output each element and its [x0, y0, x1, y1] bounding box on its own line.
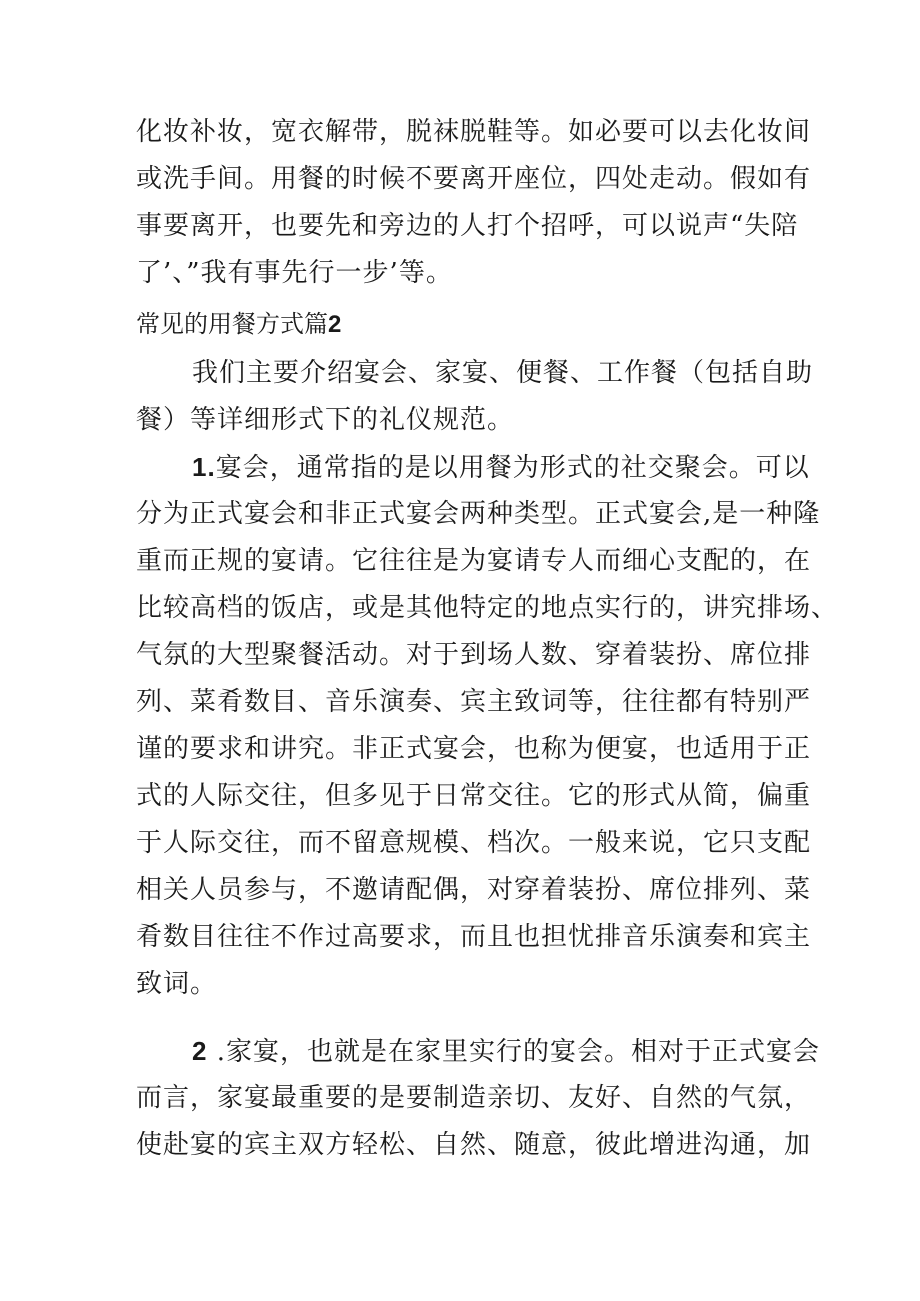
- intro-line: 我们主要介绍宴会、家宴、便餐、工作餐（包括自助: [192, 358, 814, 388]
- section-1-first-line: [192, 451, 810, 484]
- section-1-line: 肴数目往往不作过高要求，而且也担忧排音乐演奏和宾主: [136, 922, 812, 952]
- section-1-line: 相关人员参与，不邀请配偶，对穿着装扮、席位排列、菜: [136, 875, 812, 905]
- section-heading-text: 常见的用餐方式篇: [136, 310, 328, 338]
- section-2-line: 使赴宴的宾主双方轻松、自然、随意，彼此增进沟通，加: [136, 1130, 812, 1160]
- section-1-line: 谨的要求和讲究。非正式宴会，也称为便宴，也适用于正: [136, 734, 812, 764]
- section-1-line: 重而正规的宴请。它往往是为宴请专人而细心支配的，在: [136, 546, 812, 576]
- section-2-line: 而言，家宴最重要的是要制造亲切、友好、自然的气氛，: [136, 1083, 812, 1113]
- intro-line: 餐）等详细形式下的礼仪规范。: [136, 405, 515, 435]
- section-1-line: 式的人际交往，但多见于日常交往。它的形式从简，偏重: [136, 781, 812, 811]
- section-2-number: 2: [192, 1036, 208, 1066]
- section-1-line: 列、菜肴数目、音乐演奏、宾主致词等，往往都有特别严: [136, 687, 812, 717]
- section-1-line: 气氛的大型聚餐活动。对于到场人数、穿着装扮、席位排: [136, 640, 812, 670]
- body-text-line: 了’、”我有事先行一步’等。: [136, 258, 453, 288]
- section-1-number: 1.: [192, 452, 216, 482]
- section-heading-number: 2: [328, 311, 342, 338]
- section-1-line: 比较高档的饭店，或是其他特定的地点实行的，讲究排场、: [136, 593, 839, 623]
- section-1-line: 致词。: [136, 969, 218, 999]
- section-heading: [136, 309, 341, 340]
- section-1-line: 于人际交往，而不留意规模、档次。一般来说，它只支配: [136, 828, 812, 858]
- section-2-first-text: .家宴，也就是在家里实行的宴会。相对于正式宴会: [207, 1037, 820, 1067]
- section-1-line: 分为正式宴会和非正式宴会两种类型。正式宴会,是一种隆: [136, 499, 821, 529]
- section-2-first-line: [192, 1035, 820, 1068]
- body-text-line: 化妆补妆，宽衣解带，脱袜脱鞋等。如必要可以去化妆间: [136, 117, 812, 147]
- section-1-first-text: 宴会，通常指的是以用餐为形式的社交聚会。可以: [215, 453, 810, 483]
- body-text-line: 事要离开，也要先和旁边的人打个招呼，可以说声“失陪: [136, 211, 799, 241]
- body-text-line: 或洗手间。用餐的时候不要离开座位，四处走动。假如有: [136, 164, 812, 194]
